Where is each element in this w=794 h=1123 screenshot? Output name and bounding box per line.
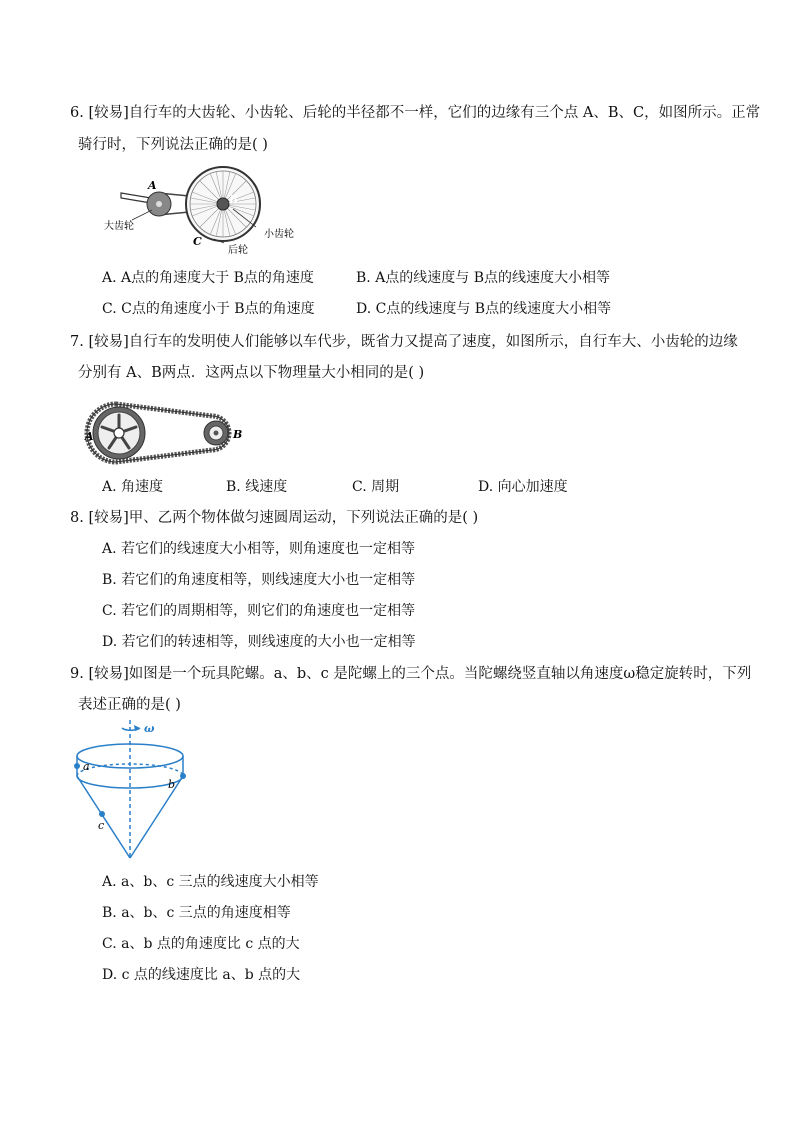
q7-option-d[interactable]: D. 向心加速度 [478,479,568,495]
q8-option-c[interactable]: C. 若它们的周期相等，则它们的角速度也一定相等 [102,603,416,619]
q6-label-A: A [148,179,157,192]
bicycle-gears-figure [96,165,306,260]
q8-stem-line1: 8. [较易]甲、乙两个物体做匀速圆周运动，下列说法正确的是( ) [70,510,479,526]
q6-option-d[interactable]: D. C点的线速度与 B点的线速度大小相等 [356,301,612,317]
q7-label-A: A [85,430,94,443]
q6-option-b[interactable]: B. A点的线速度与 B点的线速度大小相等 [356,270,611,286]
q8-option-a[interactable]: A. 若它们的线速度大小相等，则角速度也一定相等 [102,541,416,557]
q9-option-c[interactable]: C. a、b 点的角速度比 c 点的大 [102,936,300,952]
q6-label-rear-wheel: 后轮 [228,245,248,256]
q7-option-b[interactable]: B. 线速度 [226,479,288,495]
q6-option-a[interactable]: A. A点的角速度大于 B点的角速度 [102,270,314,286]
q9-label-a: a [83,760,90,773]
q9-stem-line1: 9. [较易]如图是一个玩具陀螺。a、b、c 是陀螺上的三个点。当陀螺绕竖直轴以角速度ω稳定旋转时，下列 [70,666,752,682]
q9-stem-line2: 表述正确的是( ) [78,697,181,713]
q7-label-B: B [233,428,243,441]
q6-option-c[interactable]: C. C点的角速度小于 B点的角速度 [102,301,315,317]
q6-stem-line1: 6. [较易]自行车的大齿轮、小齿轮、后轮的半径都不一样，它们的边缘有三个点 A、B、C，如图所示。正常 [70,105,761,121]
q7-option-c[interactable]: C. 周期 [352,479,400,495]
q9-label-b: b [168,778,176,791]
q7-stem-line2: 分别有 A、B两点．这两点以下物理量大小相同的是( ) [78,365,425,381]
q8-option-d[interactable]: D. 若它们的转速相等，则线速度的大小也一定相等 [102,634,416,650]
q9-label-omega: ω [144,722,155,735]
q9-option-b[interactable]: B. a、b、c 三点的角速度相等 [102,905,291,921]
q6-stem-line2: 骑行时，下列说法正确的是( ) [78,137,268,153]
q9-label-c: c [98,819,105,832]
q6-label-B: B [229,193,239,206]
q6-label-big-gear: 大齿轮 [104,221,134,232]
q7-option-a[interactable]: A. 角速度 [102,479,164,495]
q8-option-b[interactable]: B. 若它们的角速度相等，则线速度大小也一定相等 [102,572,416,588]
q6-label-small-gear: 小齿轮 [264,229,294,240]
spinning-top-figure [72,718,202,863]
q9-option-d[interactable]: D. c 点的线速度比 a、b 点的大 [102,967,301,983]
q7-stem-line1: 7. [较易]自行车的发明使人们能够以车代步，既省力又提高了速度，如图所示，自行车大、小齿轮的边缘 [70,334,738,350]
q6-label-C: C [193,235,202,248]
q9-option-a[interactable]: A. a、b、c 三点的线速度大小相等 [102,874,319,890]
gear-chain-figure [84,398,249,468]
